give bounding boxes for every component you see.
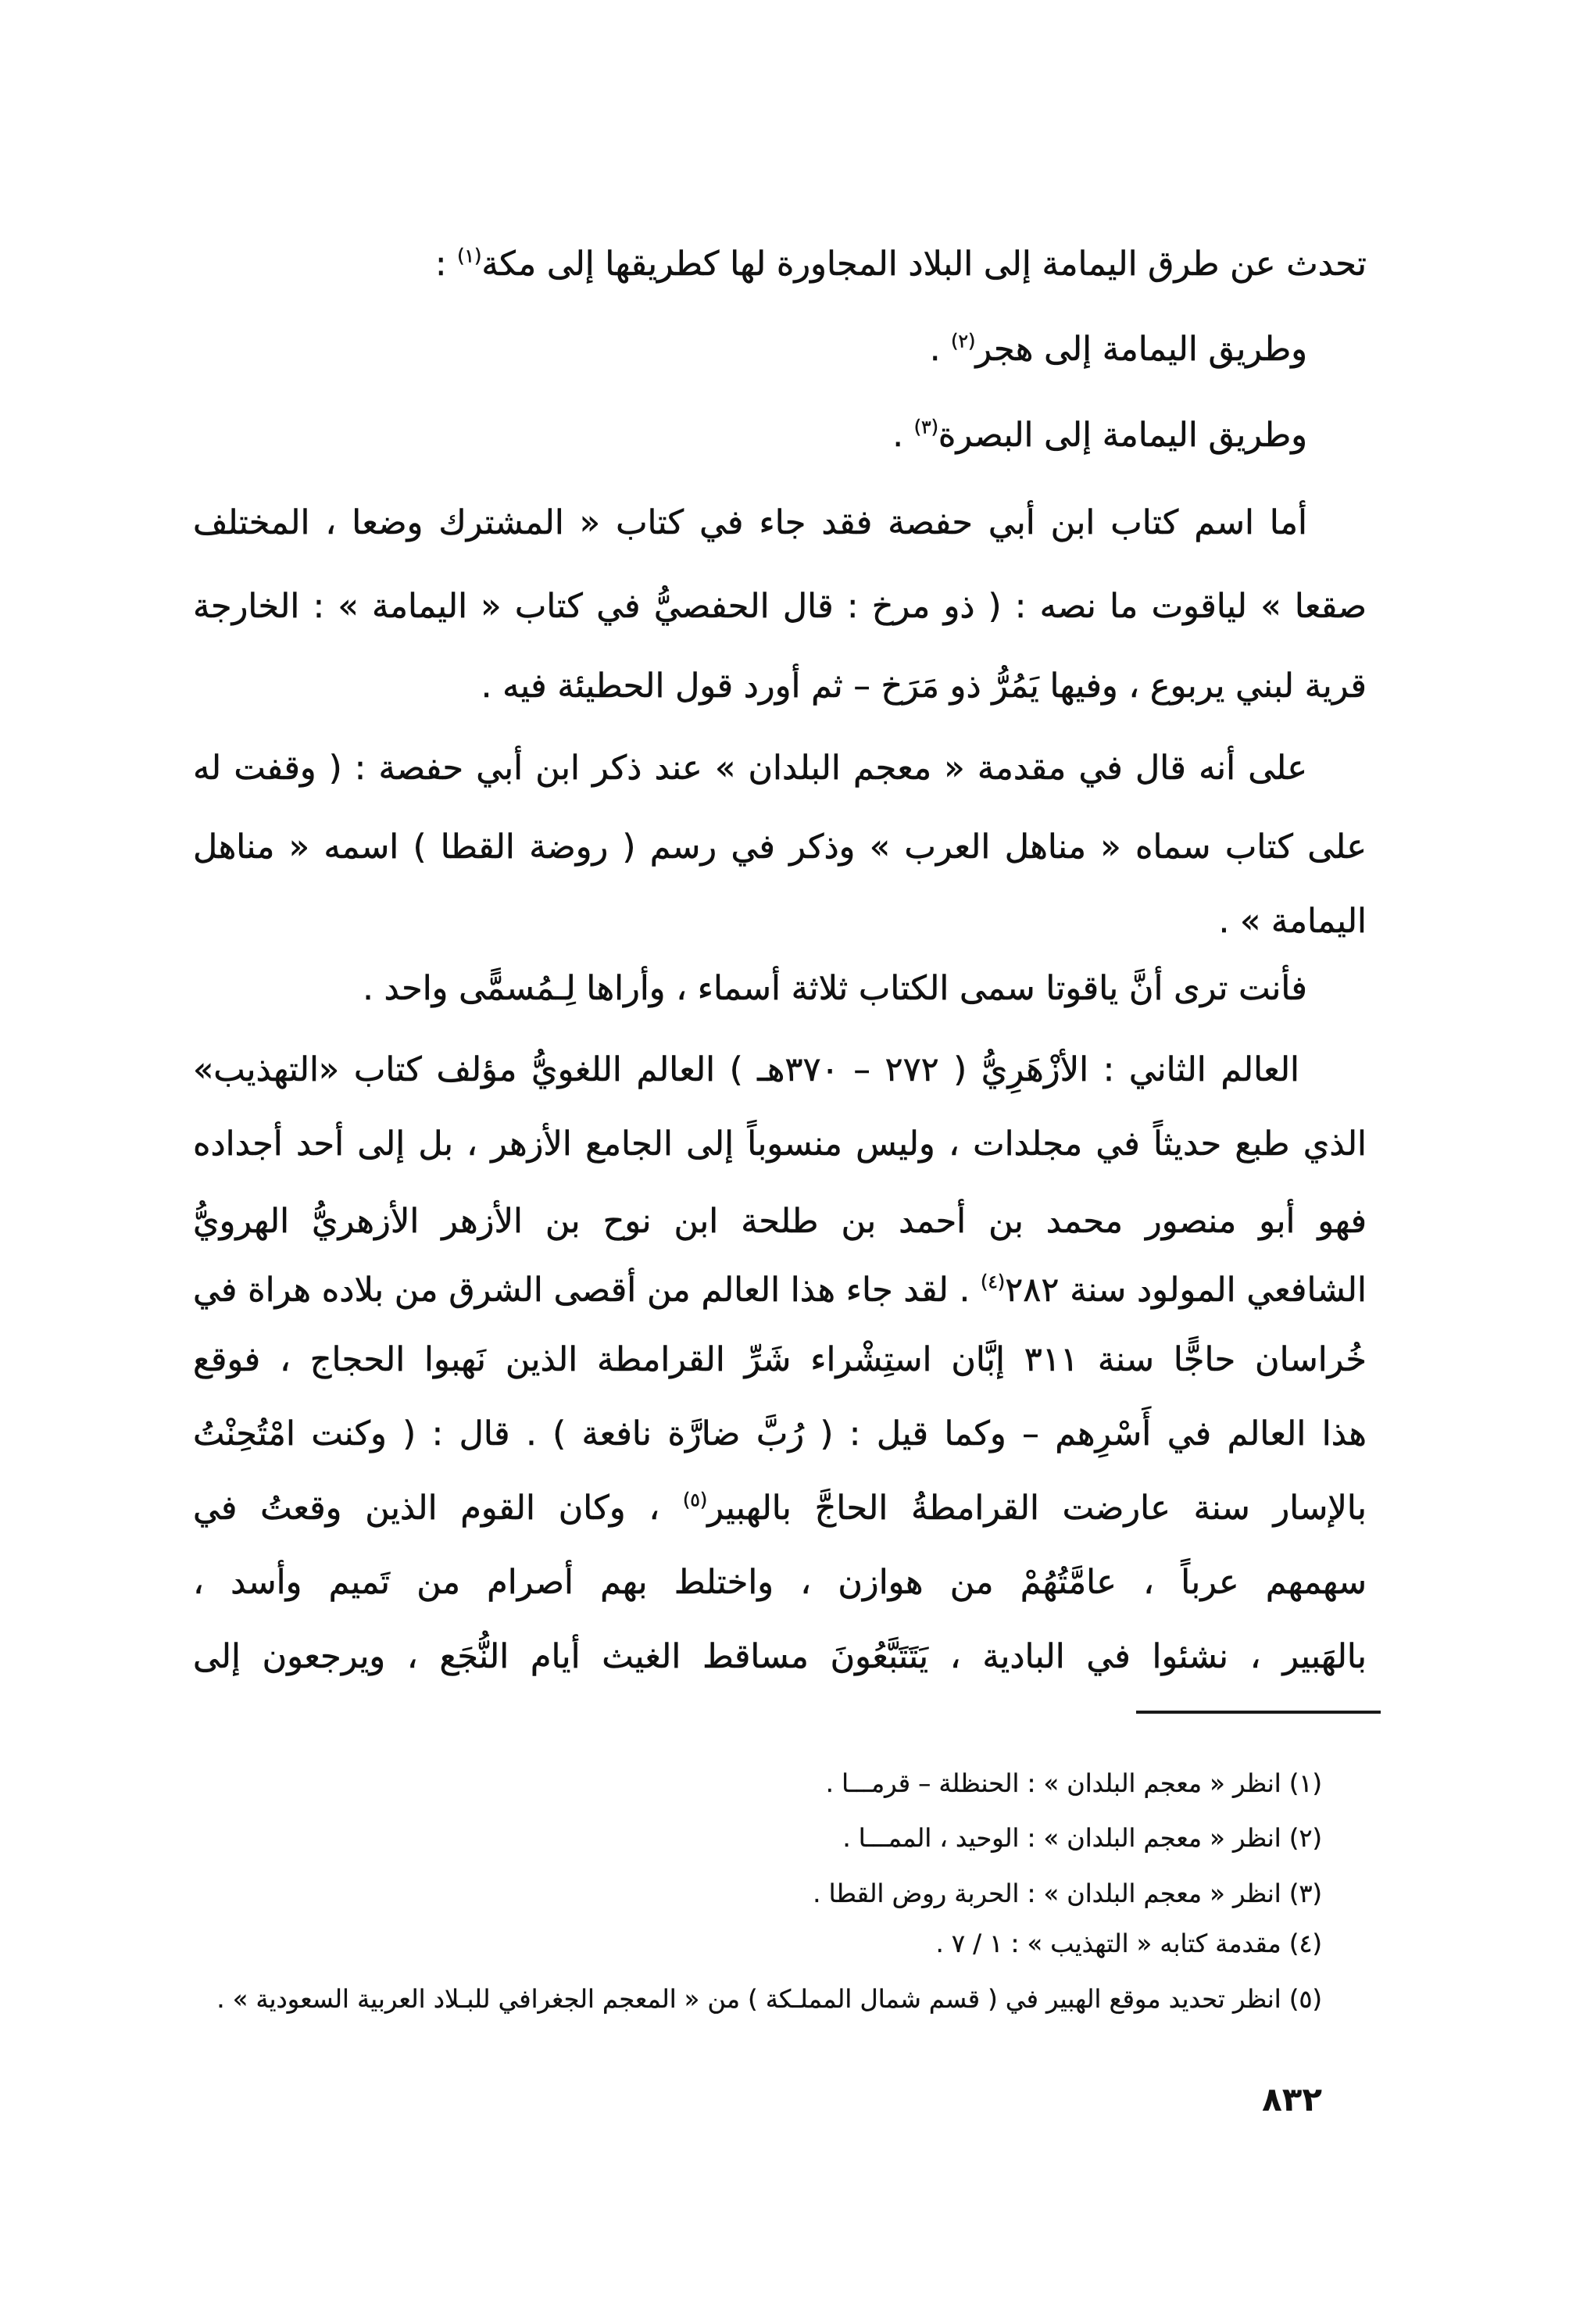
text-segment: وطريق اليمامة إلى البصرة [938,416,1307,455]
footnote-ref-5: (٥) [683,1489,708,1511]
footnote-3: (٣) انظر « معجم البلدان » : الحربة روض القطا . [813,1879,1322,1908]
text-line: العالم الثاني : الأزْهَرِيُّ ( ٢٧٢ – ٣٧٠هـ ) العالم اللغويُّ مؤلف كتاب «التهذيب» [193,1050,1299,1089]
text-segment: . [892,416,914,455]
footnote-2: (٢) انظر « معجم البلدان » : الوحيد ، الممـــا . [842,1823,1322,1853]
text-segment: . [929,330,952,369]
text-segment: تحدث عن طرق اليمامة إلى البلاد المجاورة لها كطريقها إلى مكة [481,245,1367,284]
text-segment: وطريق اليمامة إلى هجر [975,330,1307,369]
text-segment: . لقد جاء هذا العالم من أقصى الشرق من بلاده هراة في [193,1271,981,1310]
text-line: الذي طبع حديثاً في مجلدات ، وليس منسوباً إلى الجامع الأزهر ، بل إلى أحد أجداده [193,1124,1367,1164]
text-line [193,1477,1367,1539]
footnote-ref-2: (٢) [951,330,976,352]
text-line [193,233,1367,295]
text-line: صقعا » لياقوت ما نصه : ( ذو مرخ : قال الحفصيُّ في كتاب « اليمامة » : الخارجة [193,587,1367,626]
footnote-ref-1: (١) [457,245,482,267]
text-segment: الشافعي المولود سنة ٢٨٢ [1005,1271,1367,1310]
page-number: ٨٣٢ [1262,2080,1322,2118]
text-line: على أنه قال في مقدمة « معجم البلدان » عند ذكر ابن أبي حفصة : ( وقفت له [193,749,1307,788]
text-line [193,1259,1367,1321]
text-segment: : [435,245,458,284]
text-segment: ، وكان القوم الذين وقعتُ في [193,1489,684,1528]
text-segment: بالإسار سنة عارضت القرامطةُ الحاجَّ بالهبير [707,1489,1367,1528]
text-line: قرية لبني يربوع ، وفيها يَمُرُّ ذو مَرَخ – ثم أورد قول الحطيئة فيه . [481,667,1367,706]
text-line: سهمهم عرباً ، عامَّتُهُمْ من هوازن ، واختلط بهم أصرام من تَميم وأسد ، [193,1563,1367,1602]
text-line: فهو أبو منصور محمد بن أحمد بن طلحة ابن نوح بن الأزهر الأزهريُّ الهرويُّ [193,1202,1367,1241]
text-line: بالهَبير ، نشئوا في البادية ، يَتَتَبَّعُونَ مساقط الغيث أيام النُّجَع ، ويرجعون إلى [193,1637,1367,1676]
text-line: خُراسان حاجًّا سنة ٣١١ إبَّان استِشْراء شَرِّ القرامطة الذين نَهبوا الحجاج ، فوقع [193,1340,1367,1379]
footnote-5: (٥) انظر تحديد موقع الهبير في ( قسم شمال المملـكة ) من « المعجم الجغرافي للبـلاد العربية السعودية » . [216,1984,1322,2014]
footnote-ref-4: (٤) [980,1271,1006,1293]
footnote-ref-3: (٣) [913,416,938,438]
footnote-4: (٤) مقدمة كتابه « التهذيب » : ١ / ٧ . [935,1929,1322,1958]
footnote-separator [1136,1711,1381,1714]
text-line [193,318,1307,381]
text-line: هذا العالم في أَسْرِهم – وكما قيل : ( رُبَّ ضارَّة نافعة ) . قال : ( وكنت امْتُحِنْتُ [193,1414,1367,1453]
text-line: اليمامة » . [1218,902,1367,941]
footnote-1: (١) انظر « معجم البلدان » : الحنظلة – قرمـــا . [825,1768,1322,1798]
text-line: فأنت ترى أنَّ ياقوتا سمى الكتاب ثلاثة أسماء ، وأراها لِـمُسمًّى واحد . [363,969,1307,1008]
text-line: أما اسم كتاب ابن أبي حفصة فقد جاء في كتاب « المشترك وضعا ، المختلف [193,503,1307,542]
text-line [193,404,1307,467]
text-line: على كتاب سماه « مناهل العرب » وذكر في رسم ( روضة القطا ) اسمه « مناهل [193,828,1367,867]
